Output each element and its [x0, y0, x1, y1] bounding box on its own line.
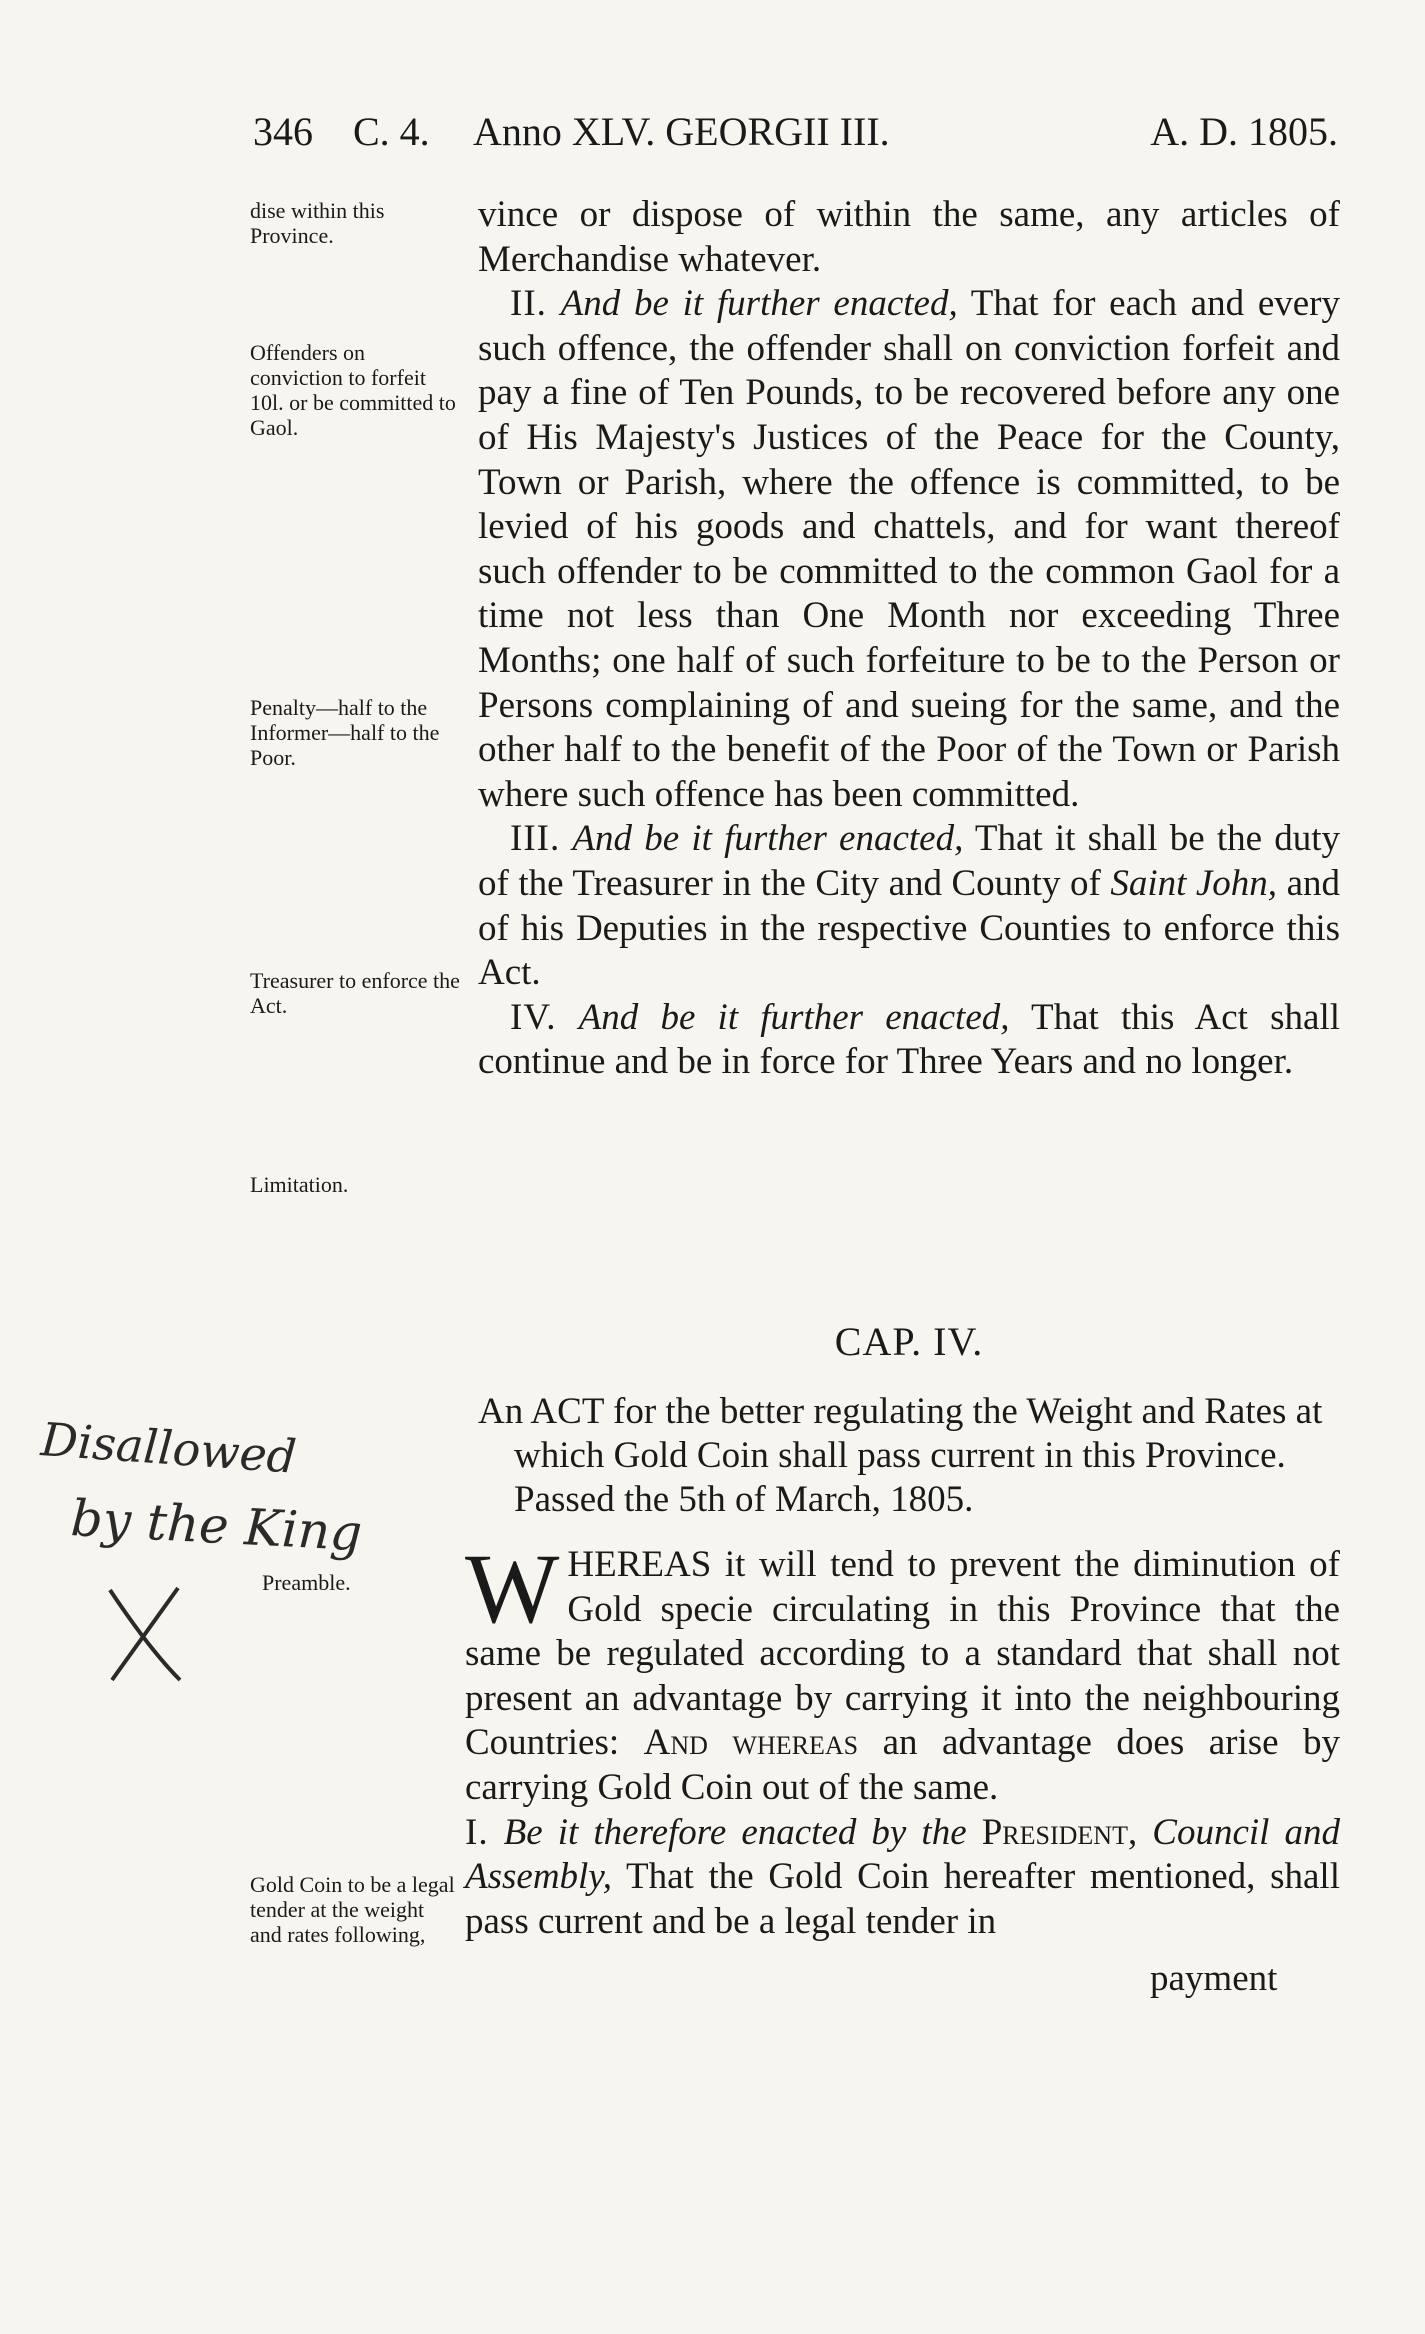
section-2-number: II. [510, 283, 547, 325]
margin-note-province: dise within this Province. [250, 198, 385, 248]
section-3-number: III. [510, 818, 561, 860]
section-3-enact: And be it further enacted, [572, 818, 964, 860]
section-3-text-b: and of his Deputies in the respective Counties to enforce this Act. [478, 862, 1341, 994]
preamble-paragraph [465, 1533, 1341, 1944]
section-3-place: Saint John, [1110, 862, 1278, 904]
page-number: 346 [253, 109, 313, 154]
margin-note-offenders: Offenders on conviction to forfeit 10l. or be committed to Gaol. [250, 340, 456, 440]
chapter-heading: CAP. IV. [834, 1319, 984, 1364]
margin-note-preamble: Preamble. [262, 1570, 351, 1595]
section-4-number: IV. [510, 996, 557, 1038]
section-1-council: Council and Assembly, [465, 1811, 1341, 1898]
regnal-year: Anno XLV. GEORGII III. [473, 109, 890, 154]
section-1-number: I. [465, 1811, 489, 1853]
section-2-enact: And be it further enacted, [560, 283, 958, 325]
catchword: payment [1150, 1958, 1278, 1999]
act-title [478, 1390, 1340, 1522]
section-4-text: That this Act shall continue and be in force for Three Years and no longer. [478, 996, 1340, 1083]
section-1-text: That the Gold Coin hereafter mentioned, shall pass current and be a legal tender in [465, 1856, 1340, 1942]
margin-note-limitation: Limitation. [250, 1172, 349, 1197]
section-4-enact: And be it further enacted, [578, 996, 1010, 1038]
section-2 [478, 282, 1340, 817]
section-3-text-a: That it shall be the duty of the Treasurer in the City and County of [478, 818, 1340, 904]
drop-cap-letter: W [465, 1533, 560, 1644]
section-3 [478, 817, 1340, 995]
preamble-text-a: HEREAS it will tend to prevent the diminution of Gold specie circulating in this Province that the same be regulated according to a standard that shall not present an advantage by carrying it into the neighbouring Countries: [465, 1544, 1340, 1764]
continuation-paragraph: vince or dispose of within the same, any articles of Merchandise whatever. [478, 194, 1340, 280]
handwritten-x-mark [100, 1580, 190, 1690]
handwritten-line-2: by the King [69, 1489, 364, 1563]
handwritten-annotation [30, 1395, 430, 1655]
handwritten-line-1: Disallowed [39, 1412, 299, 1484]
preamble-and-whereas: And whereas [643, 1722, 859, 1764]
section-2-text: That for each and every such offence, the offender shall on conviction forfeit and pay a fine of Ten Pounds, to be recovered before any one of His Majesty's Justices of the Peace for the County, Town or Parish, where the offence is committed, to be levied of his goods and chattels, and for want thereof such offender to be committed to the common Gaol for a time not less than One Month nor exceeding Three Months; one half of such forfeiture to be to the Person or Persons complaining of and sueing for the same, and the other half to the benefit of the Poor of the Town or Parish where such offence has been committed. [478, 283, 1340, 815]
margin-note-treasurer: Treasurer to enforce the Act. [250, 968, 460, 1018]
act-title-text: An ACT for the better regulating the Weight and Rates at which Gold Coin shall pass current in this Province. Passed the 5th of March, 1805. [478, 1391, 1323, 1520]
preamble-text-b: an advantage does arise by carrying Gold Coin out of the same. [465, 1722, 1341, 1808]
act-text-block [478, 193, 1340, 1085]
margin-note-gold-coin: Gold Coin to be a legal tender at the weight and rates following, [250, 1872, 455, 1947]
section-4 [478, 996, 1340, 1085]
section-1-enact: Be it therefore enacted by the [503, 1811, 967, 1853]
year-ad: A. D. 1805. [1150, 109, 1338, 154]
running-header [253, 108, 1338, 158]
margin-note-penalty: Penalty—half to the Informer—half to the Poor. [250, 695, 440, 770]
section-1 [465, 1811, 1340, 1945]
section-1-president: President, [981, 1811, 1138, 1853]
chapter-ref: C. 4. [353, 109, 430, 154]
